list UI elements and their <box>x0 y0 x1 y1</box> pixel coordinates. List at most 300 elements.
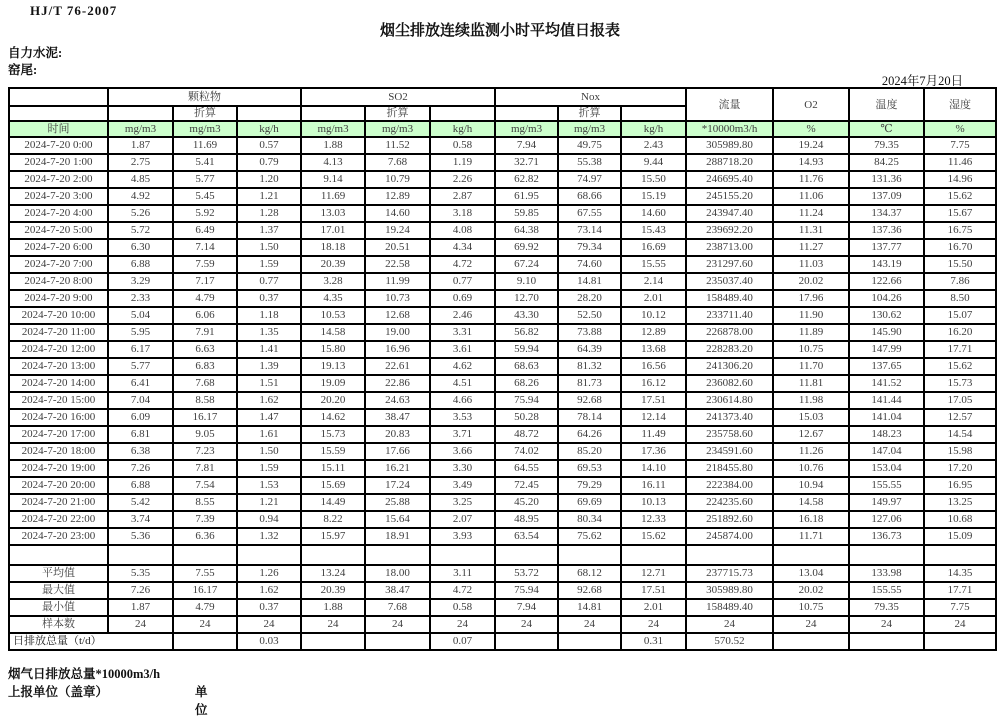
value-cell: 17.01 <box>301 222 365 239</box>
time-cell: 2024-7-20 8:00 <box>9 273 108 290</box>
value-cell: 10.13 <box>621 494 686 511</box>
value-cell: 24 <box>924 616 996 633</box>
value-cell: 6.30 <box>108 239 173 256</box>
value-cell: 10.76 <box>773 460 849 477</box>
value-cell: 4.62 <box>430 358 495 375</box>
value-cell: 62.82 <box>495 171 558 188</box>
data-row <box>9 477 996 494</box>
value-cell: 24 <box>301 616 365 633</box>
value-cell: 155.55 <box>849 582 924 599</box>
time-cell: 2024-7-20 0:00 <box>9 137 108 154</box>
blank-cell <box>365 545 430 565</box>
spacer-row <box>9 545 996 565</box>
value-cell: 6.83 <box>173 358 237 375</box>
summary-row <box>9 565 996 582</box>
value-cell: 15.03 <box>773 409 849 426</box>
blank-cell <box>849 545 924 565</box>
report-table <box>8 87 997 651</box>
value-cell: 11.31 <box>773 222 849 239</box>
data-row <box>9 409 996 426</box>
value-cell: 5.77 <box>108 358 173 375</box>
time-cell: 2024-7-20 18:00 <box>9 443 108 460</box>
value-cell: 570.52 <box>686 633 773 650</box>
value-cell: 4.79 <box>173 599 237 616</box>
value-cell: 7.81 <box>173 460 237 477</box>
unit-cell: ℃ <box>849 121 924 137</box>
value-cell: 1.47 <box>237 409 301 426</box>
value-cell: 5.35 <box>108 565 173 582</box>
value-cell <box>849 633 924 650</box>
value-cell: 16.12 <box>621 375 686 392</box>
value-cell: 235758.60 <box>686 426 773 443</box>
value-cell: 3.30 <box>430 460 495 477</box>
value-cell: 11.52 <box>365 137 430 154</box>
humidity-header: 湿度 <box>924 88 996 121</box>
value-cell: 7.26 <box>108 460 173 477</box>
unit-label: 单位 <box>195 685 208 717</box>
value-cell: 3.29 <box>108 273 173 290</box>
blank-cell <box>686 545 773 565</box>
value-cell: 11.03 <box>773 256 849 273</box>
value-cell: 48.95 <box>495 511 558 528</box>
value-cell: 10.68 <box>924 511 996 528</box>
unit-cell: kg/h <box>237 121 301 137</box>
value-cell: 75.62 <box>558 528 621 545</box>
daily-total-label: 日排放总量（t/d） <box>9 633 173 650</box>
converted-label: 折算 <box>558 106 621 121</box>
value-cell: 28.20 <box>558 290 621 307</box>
value-cell: 231297.60 <box>686 256 773 273</box>
value-cell: 4.66 <box>430 392 495 409</box>
value-cell: 11.26 <box>773 443 849 460</box>
value-cell: 1.50 <box>237 239 301 256</box>
data-row <box>9 273 996 290</box>
blank-cell <box>924 545 996 565</box>
daily-total-row <box>9 633 996 650</box>
data-row <box>9 426 996 443</box>
value-cell <box>558 633 621 650</box>
value-cell: 24 <box>430 616 495 633</box>
value-cell: 11.27 <box>773 239 849 256</box>
value-cell: 2.14 <box>621 273 686 290</box>
unit-cell: *10000m3/h <box>686 121 773 137</box>
value-cell: 11.06 <box>773 188 849 205</box>
value-cell: 73.88 <box>558 324 621 341</box>
value-cell: 3.71 <box>430 426 495 443</box>
value-cell: 14.10 <box>621 460 686 477</box>
value-cell: 7.68 <box>173 375 237 392</box>
value-cell: 1.19 <box>430 154 495 171</box>
value-cell: 7.26 <box>108 582 173 599</box>
value-cell: 1.62 <box>237 392 301 409</box>
value-cell: 2.07 <box>430 511 495 528</box>
value-cell: 288718.20 <box>686 154 773 171</box>
time-header-blank <box>9 88 108 106</box>
value-cell: 3.53 <box>430 409 495 426</box>
value-cell: 153.04 <box>849 460 924 477</box>
value-cell: 74.02 <box>495 443 558 460</box>
value-cell: 25.88 <box>365 494 430 511</box>
value-cell: 22.61 <box>365 358 430 375</box>
value-cell: 3.18 <box>430 205 495 222</box>
value-cell: 13.03 <box>301 205 365 222</box>
value-cell <box>924 633 996 650</box>
value-cell: 64.55 <box>495 460 558 477</box>
blank-cell <box>558 545 621 565</box>
value-cell: 155.55 <box>849 477 924 494</box>
value-cell: 12.68 <box>365 307 430 324</box>
value-cell: 19.13 <box>301 358 365 375</box>
summary-rows-body <box>9 545 996 633</box>
value-cell: 1.88 <box>301 137 365 154</box>
value-cell: 24 <box>686 616 773 633</box>
time-cell: 2024-7-20 17:00 <box>9 426 108 443</box>
value-cell: 0.77 <box>430 273 495 290</box>
value-cell: 15.50 <box>621 171 686 188</box>
data-rows-body <box>9 137 996 545</box>
value-cell: 17.36 <box>621 443 686 460</box>
value-cell: 149.97 <box>849 494 924 511</box>
value-cell: 16.95 <box>924 477 996 494</box>
value-cell: 75.94 <box>495 392 558 409</box>
value-cell: 246695.40 <box>686 171 773 188</box>
time-cell: 2024-7-20 9:00 <box>9 290 108 307</box>
value-cell: 1.18 <box>237 307 301 324</box>
data-row <box>9 290 996 307</box>
blank-cell <box>495 106 558 121</box>
value-cell: 251892.60 <box>686 511 773 528</box>
value-cell: 6.88 <box>108 477 173 494</box>
value-cell: 239692.20 <box>686 222 773 239</box>
value-cell <box>173 633 237 650</box>
value-cell: 9.14 <box>301 171 365 188</box>
value-cell: 1.41 <box>237 341 301 358</box>
value-cell: 137.65 <box>849 358 924 375</box>
value-cell: 7.68 <box>365 599 430 616</box>
value-cell: 43.30 <box>495 307 558 324</box>
value-cell: 79.35 <box>849 599 924 616</box>
value-cell: 16.20 <box>924 324 996 341</box>
value-cell: 16.11 <box>621 477 686 494</box>
report-unit-line <box>8 682 208 717</box>
value-cell: 12.89 <box>621 324 686 341</box>
value-cell: 15.11 <box>301 460 365 477</box>
value-cell: 0.03 <box>237 633 301 650</box>
value-cell: 24 <box>849 616 924 633</box>
value-cell: 11.24 <box>773 205 849 222</box>
value-cell: 17.96 <box>773 290 849 307</box>
value-cell: 238713.00 <box>686 239 773 256</box>
time-cell: 2024-7-20 3:00 <box>9 188 108 205</box>
blank-cell <box>495 545 558 565</box>
value-cell: 11.69 <box>301 188 365 205</box>
value-cell: 16.21 <box>365 460 430 477</box>
value-cell: 145.90 <box>849 324 924 341</box>
unit-cell: mg/m3 <box>495 121 558 137</box>
value-cell: 79.29 <box>558 477 621 494</box>
value-cell: 1.61 <box>237 426 301 443</box>
value-cell: 92.68 <box>558 392 621 409</box>
value-cell: 305989.80 <box>686 137 773 154</box>
value-cell: 1.87 <box>108 137 173 154</box>
value-cell: 19.00 <box>365 324 430 341</box>
value-cell: 0.79 <box>237 154 301 171</box>
value-cell: 74.97 <box>558 171 621 188</box>
summary-label: 平均值 <box>9 565 108 582</box>
value-cell: 4.79 <box>173 290 237 307</box>
value-cell: 13.68 <box>621 341 686 358</box>
value-cell: 15.55 <box>621 256 686 273</box>
time-cell: 2024-7-20 6:00 <box>9 239 108 256</box>
value-cell: 12.57 <box>924 409 996 426</box>
value-cell: 11.90 <box>773 307 849 324</box>
value-cell: 16.56 <box>621 358 686 375</box>
value-cell: 20.83 <box>365 426 430 443</box>
value-cell: 6.81 <box>108 426 173 443</box>
value-cell: 15.19 <box>621 188 686 205</box>
value-cell: 3.74 <box>108 511 173 528</box>
value-cell: 24 <box>108 616 173 633</box>
unit-cell: mg/m3 <box>173 121 237 137</box>
value-cell: 136.73 <box>849 528 924 545</box>
value-cell: 4.34 <box>430 239 495 256</box>
value-cell: 15.62 <box>621 528 686 545</box>
value-cell: 15.07 <box>924 307 996 324</box>
value-cell: 11.49 <box>621 426 686 443</box>
value-cell: 11.69 <box>173 137 237 154</box>
value-cell <box>495 633 558 650</box>
value-cell: 12.33 <box>621 511 686 528</box>
value-cell: 226878.00 <box>686 324 773 341</box>
value-cell: 2.26 <box>430 171 495 188</box>
data-row <box>9 222 996 239</box>
header-units-row <box>9 121 996 137</box>
value-cell: 16.75 <box>924 222 996 239</box>
value-cell: 18.18 <box>301 239 365 256</box>
value-cell: 24 <box>558 616 621 633</box>
value-cell: 5.45 <box>173 188 237 205</box>
value-cell: 16.17 <box>173 582 237 599</box>
value-cell: 122.66 <box>849 273 924 290</box>
value-cell: 14.81 <box>558 273 621 290</box>
value-cell: 245874.00 <box>686 528 773 545</box>
unit-cell: mg/m3 <box>301 121 365 137</box>
value-cell: 8.22 <box>301 511 365 528</box>
daily-total-body <box>9 633 996 650</box>
value-cell: 236082.60 <box>686 375 773 392</box>
summary-row <box>9 616 996 633</box>
group-so2-header: SO2 <box>301 88 495 106</box>
data-row <box>9 307 996 324</box>
value-cell: 237715.73 <box>686 565 773 582</box>
value-cell: 17.66 <box>365 443 430 460</box>
value-cell: 67.24 <box>495 256 558 273</box>
value-cell: 24 <box>365 616 430 633</box>
page-title: 烟尘排放连续监测小时平均值日报表 <box>379 23 620 39</box>
unit-cell: mg/m3 <box>365 121 430 137</box>
value-cell: 9.44 <box>621 154 686 171</box>
value-cell: 73.14 <box>558 222 621 239</box>
value-cell <box>301 633 365 650</box>
value-cell: 104.26 <box>849 290 924 307</box>
value-cell: 13.25 <box>924 494 996 511</box>
temperature-header: 温度 <box>849 88 924 121</box>
value-cell: 20.20 <box>301 392 365 409</box>
value-cell: 45.20 <box>495 494 558 511</box>
value-cell: 5.95 <box>108 324 173 341</box>
value-cell: 15.62 <box>924 188 996 205</box>
value-cell: 7.04 <box>108 392 173 409</box>
value-cell: 134.37 <box>849 205 924 222</box>
monitor-location: 窑尾: <box>8 63 38 77</box>
value-cell: 5.04 <box>108 307 173 324</box>
value-cell: 22.58 <box>365 256 430 273</box>
value-cell: 3.93 <box>430 528 495 545</box>
value-cell: 85.20 <box>558 443 621 460</box>
value-cell: 14.81 <box>558 599 621 616</box>
value-cell: 8.58 <box>173 392 237 409</box>
value-cell: 233711.40 <box>686 307 773 324</box>
value-cell: 14.54 <box>924 426 996 443</box>
time-column-header: 时间 <box>9 121 108 137</box>
value-cell: 15.80 <box>301 341 365 358</box>
value-cell: 16.69 <box>621 239 686 256</box>
value-cell: 8.55 <box>173 494 237 511</box>
summary-label: 样本数 <box>9 616 108 633</box>
blank-cell <box>237 106 301 121</box>
value-cell: 0.37 <box>237 599 301 616</box>
value-cell: 0.77 <box>237 273 301 290</box>
value-cell: 234591.60 <box>686 443 773 460</box>
converted-label: 折算 <box>365 106 430 121</box>
value-cell: 1.62 <box>237 582 301 599</box>
value-cell: 224235.60 <box>686 494 773 511</box>
value-cell: 14.58 <box>301 324 365 341</box>
value-cell: 14.93 <box>773 154 849 171</box>
value-cell: 4.72 <box>430 582 495 599</box>
data-row <box>9 494 996 511</box>
time-cell: 2024-7-20 2:00 <box>9 171 108 188</box>
value-cell: 15.69 <box>301 477 365 494</box>
value-cell: 7.68 <box>365 154 430 171</box>
value-cell: 15.64 <box>365 511 430 528</box>
value-cell: 1.39 <box>237 358 301 375</box>
value-cell: 64.26 <box>558 426 621 443</box>
value-cell: 22.86 <box>365 375 430 392</box>
value-cell: 12.89 <box>365 188 430 205</box>
value-cell: 64.38 <box>495 222 558 239</box>
value-cell: 69.92 <box>495 239 558 256</box>
value-cell: 6.36 <box>173 528 237 545</box>
value-cell: 2.46 <box>430 307 495 324</box>
value-cell: 53.72 <box>495 565 558 582</box>
value-cell: 4.72 <box>430 256 495 273</box>
value-cell: 11.99 <box>365 273 430 290</box>
value-cell: 137.09 <box>849 188 924 205</box>
value-cell: 222384.00 <box>686 477 773 494</box>
value-cell: 137.77 <box>849 239 924 256</box>
value-cell: 79.35 <box>849 137 924 154</box>
blank-cell <box>430 106 495 121</box>
value-cell: 63.54 <box>495 528 558 545</box>
report-date: 2024年7月20日 <box>881 74 964 88</box>
value-cell: 16.70 <box>924 239 996 256</box>
value-cell: 12.70 <box>495 290 558 307</box>
blank-cell <box>173 545 237 565</box>
time-cell: 2024-7-20 11:00 <box>9 324 108 341</box>
value-cell: 12.14 <box>621 409 686 426</box>
time-header-blank2 <box>9 106 108 121</box>
value-cell: 131.36 <box>849 171 924 188</box>
header-group-row <box>9 88 996 106</box>
value-cell: 1.32 <box>237 528 301 545</box>
value-cell: 5.77 <box>173 171 237 188</box>
value-cell: 19.24 <box>773 137 849 154</box>
data-row <box>9 375 996 392</box>
value-cell: 5.36 <box>108 528 173 545</box>
value-cell: 78.14 <box>558 409 621 426</box>
value-cell: 20.02 <box>773 582 849 599</box>
value-cell: 245155.20 <box>686 188 773 205</box>
data-row <box>9 443 996 460</box>
value-cell: 10.53 <box>301 307 365 324</box>
value-cell: 13.24 <box>301 565 365 582</box>
time-cell: 2024-7-20 10:00 <box>9 307 108 324</box>
value-cell: 0.58 <box>430 137 495 154</box>
value-cell: 7.94 <box>495 137 558 154</box>
group-nox-header: Nox <box>495 88 686 106</box>
value-cell: 15.50 <box>924 256 996 273</box>
value-cell: 4.35 <box>301 290 365 307</box>
value-cell: 0.94 <box>237 511 301 528</box>
value-cell: 20.02 <box>773 273 849 290</box>
value-cell: 81.73 <box>558 375 621 392</box>
unit-cell: kg/h <box>430 121 495 137</box>
value-cell: 24 <box>495 616 558 633</box>
value-cell: 12.67 <box>773 426 849 443</box>
data-row <box>9 392 996 409</box>
unit-cell: % <box>924 121 996 137</box>
time-cell: 2024-7-20 13:00 <box>9 358 108 375</box>
value-cell: 1.26 <box>237 565 301 582</box>
value-cell: 32.71 <box>495 154 558 171</box>
value-cell: 4.08 <box>430 222 495 239</box>
value-cell: 24 <box>237 616 301 633</box>
value-cell: 11.46 <box>924 154 996 171</box>
value-cell: 230614.80 <box>686 392 773 409</box>
converted-label: 折算 <box>173 106 237 121</box>
value-cell: 5.42 <box>108 494 173 511</box>
blank-cell <box>237 545 301 565</box>
value-cell: 9.05 <box>173 426 237 443</box>
value-cell: 11.71 <box>773 528 849 545</box>
value-cell: 14.96 <box>924 171 996 188</box>
value-cell: 1.20 <box>237 171 301 188</box>
value-cell: 0.07 <box>430 633 495 650</box>
value-cell: 24.63 <box>365 392 430 409</box>
time-cell: 2024-7-20 19:00 <box>9 460 108 477</box>
data-row <box>9 256 996 273</box>
value-cell: 7.94 <box>495 599 558 616</box>
value-cell: 14.35 <box>924 565 996 582</box>
value-cell: 3.66 <box>430 443 495 460</box>
value-cell: 148.23 <box>849 426 924 443</box>
unit-cell: % <box>773 121 849 137</box>
value-cell: 14.49 <box>301 494 365 511</box>
value-cell: 4.13 <box>301 154 365 171</box>
value-cell: 49.75 <box>558 137 621 154</box>
value-cell: 20.39 <box>301 256 365 273</box>
